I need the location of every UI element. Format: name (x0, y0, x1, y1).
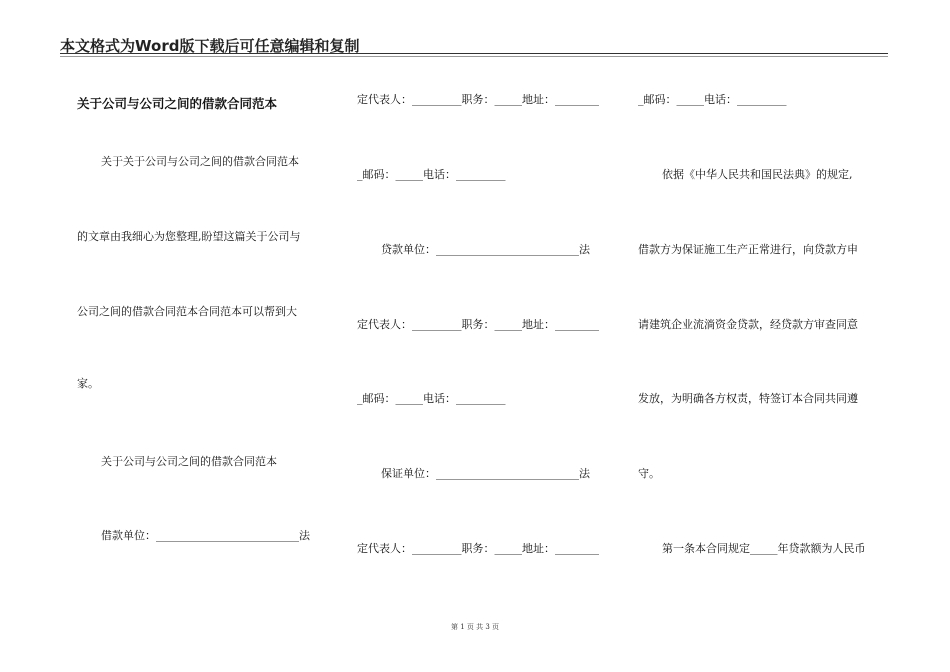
right-line-6: 守。 (638, 467, 660, 480)
right-line-7: 第一条本合同规定_____年贷款额为人民币 (662, 542, 866, 555)
right-line-4: 请建筑企业流淌资金贷款，经贷款方审查同意 (638, 318, 858, 331)
middle-line-7: 定代表人：_________职务：_____地址：________ (357, 542, 599, 555)
middle-line-1: 定代表人：_________职务：_____地址：________ (357, 93, 599, 106)
left-line-4: 家。 (77, 377, 99, 390)
middle-line-6: 保证单位：__________________________法 (381, 467, 590, 480)
middle-line-3: 贷款单位：__________________________法 (381, 243, 590, 256)
header-divider-secondary (60, 56, 888, 57)
right-line-3: 借款方为保证施工生产正常进行，向贷款方申 (638, 243, 858, 256)
middle-line-4: 定代表人：_________职务：_____地址：________ (357, 318, 599, 331)
left-line-3: 公司之间的借款合同范本合同范本可以帮到大 (77, 305, 297, 318)
left-line-6: 借款单位：__________________________法 (101, 529, 310, 542)
right-line-2: 依据《中华人民共和国民法典》的规定, (662, 168, 853, 181)
left-line-1: 关于关于公司与公司之间的借款合同范本 (101, 155, 299, 168)
middle-line-2: _邮码：_____电话：_________ (357, 168, 506, 181)
left-line-5: 关于公司与公司之间的借款合同范本 (101, 455, 277, 468)
document-title: 关于公司与公司之间的借款合同范本 (77, 96, 278, 111)
right-line-5: 发放，为明确各方权责，特签订本合同共同遵 (638, 392, 858, 405)
header-divider (60, 53, 888, 54)
document-header-title: 本文格式为Word版下载后可任意编辑和复制 (60, 37, 360, 55)
right-line-1: _邮码：_____电话：_________ (638, 93, 787, 106)
page-number-footer: 第 1 页 共 3 页 (450, 623, 500, 631)
middle-line-5: _邮码：_____电话：_________ (357, 392, 506, 405)
left-line-2: 的文章由我细心为您整理,盼望这篇关于公司与 (77, 230, 301, 243)
